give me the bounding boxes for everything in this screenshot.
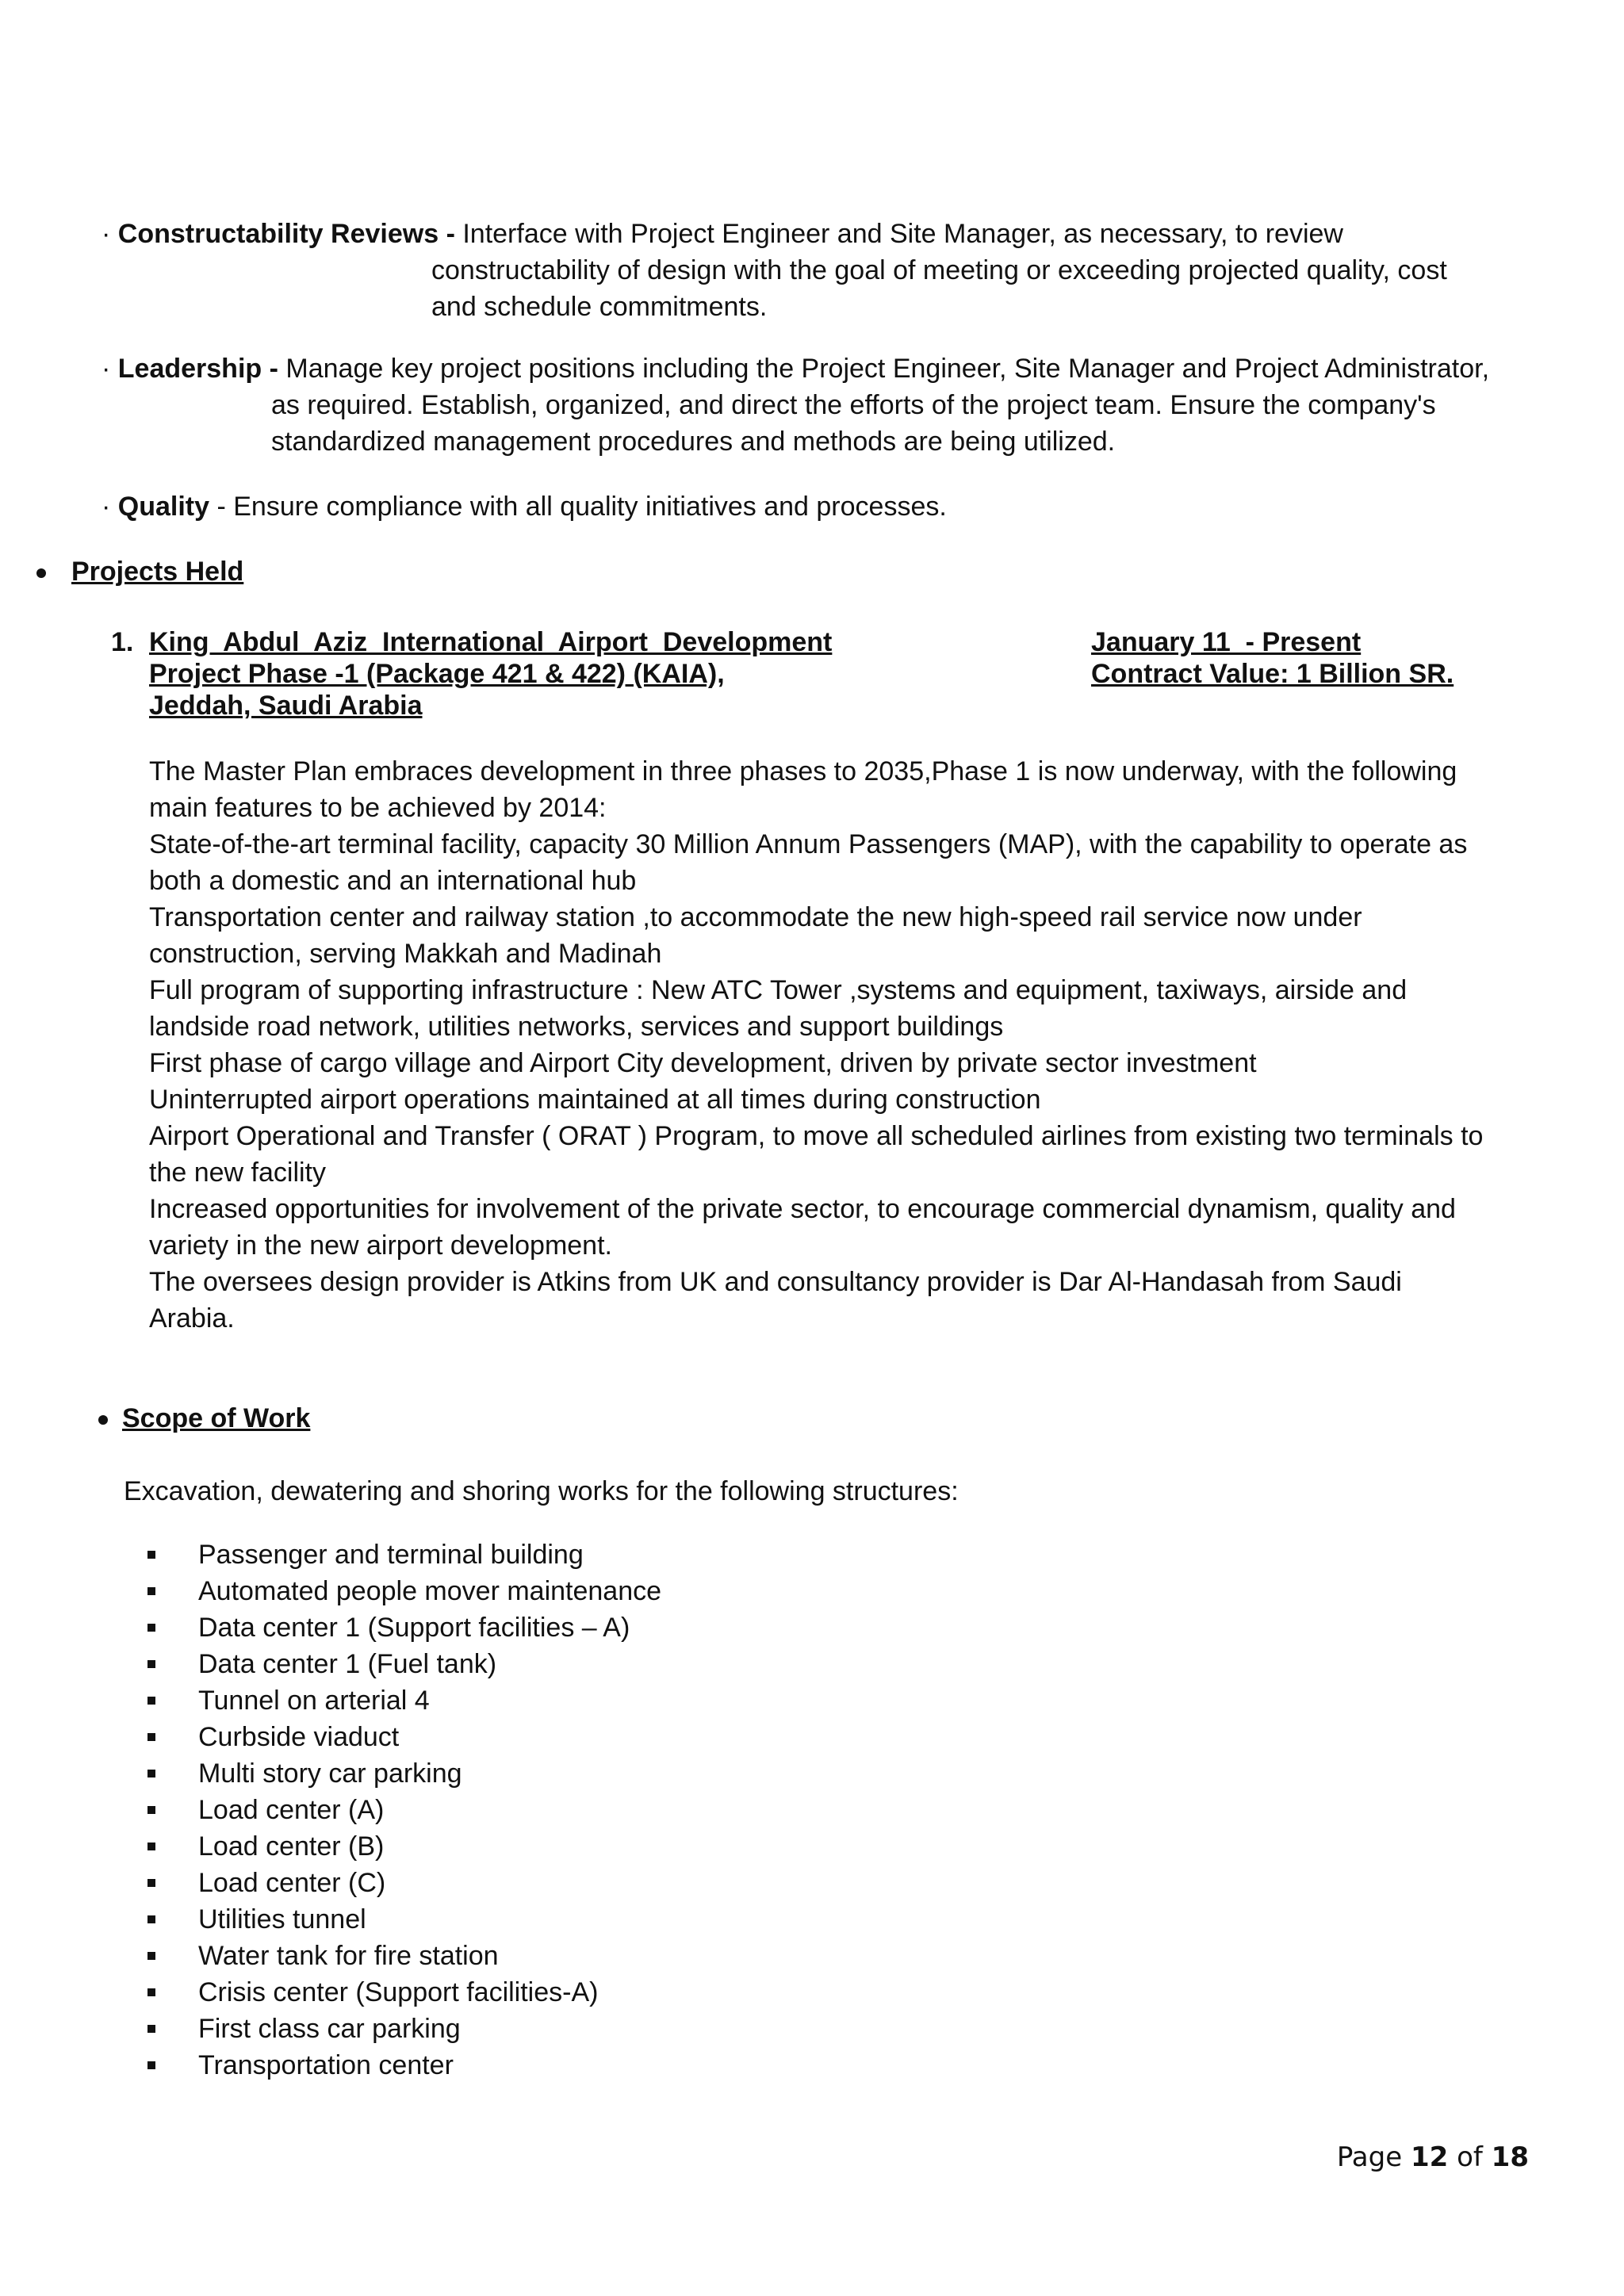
project-contract-value: Contract Value: 1 Billion SR. bbox=[1091, 659, 1454, 689]
list-item-text: Tunnel on arterial 4 bbox=[198, 1686, 430, 1716]
list-item bbox=[147, 1755, 661, 1792]
list-item-text: Utilities tunnel bbox=[198, 1904, 366, 1934]
constructability-reviews-paragraph bbox=[102, 216, 1529, 325]
square-bullet-icon bbox=[147, 1697, 155, 1705]
bullet-prefix: · bbox=[102, 219, 111, 249]
page-word: Page bbox=[1336, 2141, 1403, 2173]
constructability-line-2: constructability of design with the goal of meeting or exceeding projected quality, cost bbox=[431, 255, 1447, 285]
list-item bbox=[147, 1646, 661, 1682]
square-bullet-icon bbox=[147, 1952, 155, 1960]
total-pages-number: 18 bbox=[1491, 2141, 1529, 2173]
leadership-paragraph bbox=[102, 350, 1529, 460]
list-item-text: Multi story car parking bbox=[198, 1758, 462, 1789]
list-item-text: Crisis center (Support facilities-A) bbox=[198, 1977, 599, 2007]
list-item bbox=[147, 1792, 661, 1828]
square-bullet-icon bbox=[147, 1843, 155, 1850]
list-item bbox=[147, 1974, 661, 2011]
square-bullet-icon bbox=[147, 1624, 155, 1632]
square-bullet-icon bbox=[147, 1879, 155, 1887]
projects-held-heading bbox=[36, 553, 243, 590]
of-word: of bbox=[1457, 2141, 1483, 2173]
scope-heading-label: Scope of Work bbox=[122, 1403, 311, 1433]
square-bullet-icon bbox=[147, 2061, 155, 2069]
description-line: Arabia. bbox=[149, 1303, 235, 1334]
list-item-text: Curbside viaduct bbox=[198, 1722, 400, 1752]
list-item-text: Load center (C) bbox=[198, 1868, 386, 1898]
square-bullet-icon bbox=[147, 1806, 155, 1814]
separator: - bbox=[209, 492, 234, 522]
square-bullet-icon bbox=[147, 1988, 155, 1996]
list-item-text: Data center 1 (Fuel tank) bbox=[198, 1649, 497, 1679]
square-bullet-icon bbox=[147, 2025, 155, 2033]
project-meta bbox=[1091, 626, 1454, 690]
current-page-number: 12 bbox=[1410, 2141, 1449, 2173]
list-item-text: Data center 1 (Support facilities – A) bbox=[198, 1613, 630, 1643]
description-line: Uninterrupted airport operations maintained at all times during construction bbox=[149, 1085, 1041, 1115]
description-line: Transportation center and railway station ,to accommodate the new high-speed rail service now under bbox=[149, 902, 1362, 932]
quality-paragraph bbox=[102, 488, 1529, 525]
list-item-text: Load center (B) bbox=[198, 1831, 385, 1862]
list-item bbox=[147, 1828, 661, 1865]
scope-intro: Excavation, dewatering and shoring works for the following structures: bbox=[124, 1476, 959, 1506]
project-description bbox=[149, 753, 1529, 1337]
list-item bbox=[147, 1719, 661, 1755]
page-footer bbox=[1337, 2139, 1529, 2175]
bullet-prefix: · bbox=[102, 354, 111, 384]
list-item-text: Transportation center bbox=[198, 2050, 454, 2080]
bullet-prefix: · bbox=[102, 492, 111, 522]
list-item bbox=[147, 1609, 661, 1646]
list-item-text: Water tank for fire station bbox=[198, 1941, 499, 1971]
description-line: The oversees design provider is Atkins from UK and consultancy provider is Dar Al-Handasah from Saudi bbox=[149, 1267, 1402, 1297]
project-title-line-2: Project Phase -1 (Package 421 & 422) (KAIA), bbox=[149, 659, 725, 689]
description-line: the new facility bbox=[149, 1158, 326, 1188]
list-item bbox=[147, 1573, 661, 1609]
square-bullet-icon bbox=[147, 1551, 155, 1559]
description-line: variety in the new airport development. bbox=[149, 1230, 612, 1261]
quality-text: Ensure compliance with all quality initiatives and processes. bbox=[233, 492, 947, 522]
bullet-dot-icon bbox=[98, 1415, 108, 1425]
constructability-line-1: Interface with Project Engineer and Site Manager, as necessary, to review bbox=[462, 219, 1343, 249]
project-title bbox=[149, 626, 832, 721]
project-title-line-3: Jeddah, Saudi Arabia bbox=[149, 691, 423, 721]
description-line: Full program of supporting infrastructure : New ATC Tower ,systems and equipment, taxiways, airside and bbox=[149, 975, 1408, 1005]
leadership-line-1: Manage key project positions including the Project Engineer, Site Manager and Project Administrator, bbox=[285, 354, 1490, 384]
list-item-text: Load center (A) bbox=[198, 1795, 385, 1825]
list-item bbox=[147, 1901, 661, 1938]
list-item bbox=[147, 2011, 661, 2047]
square-bullet-icon bbox=[147, 1587, 155, 1595]
separator: - bbox=[262, 354, 286, 384]
projects-held-label: Projects Held bbox=[71, 557, 244, 587]
description-line: The Master Plan embraces development in three phases to 2035,Phase 1 is now underway, with the following bbox=[149, 756, 1457, 786]
description-line: First phase of cargo village and Airport City development, driven by private sector investment bbox=[149, 1048, 1257, 1078]
description-line: landside road network, utilities networks, services and support buildings bbox=[149, 1012, 1004, 1042]
list-item-text: Passenger and terminal building bbox=[198, 1540, 584, 1570]
scope-list bbox=[147, 1536, 661, 2084]
leadership-line-2: as required. Establish, organized, and direct the efforts of the project team. Ensure the company's bbox=[271, 390, 1436, 420]
bullet-dot-icon bbox=[36, 568, 46, 578]
square-bullet-icon bbox=[147, 1660, 155, 1668]
square-bullet-icon bbox=[147, 1770, 155, 1777]
square-bullet-icon bbox=[147, 1915, 155, 1923]
leadership-label: Leadership bbox=[117, 354, 262, 384]
square-bullet-icon bbox=[147, 1733, 155, 1741]
list-item-text: Automated people mover maintenance bbox=[198, 1576, 662, 1606]
project-title-line-1: King Abdul Aziz International Airport Development bbox=[149, 627, 833, 657]
scope-of-work-heading bbox=[98, 1400, 310, 1437]
description-line: Airport Operational and Transfer ( ORAT ) Program, to move all scheduled airlines from existing two terminals to bbox=[149, 1121, 1484, 1151]
constructability-line-3: and schedule commitments. bbox=[431, 292, 768, 322]
description-line: State-of-the-art terminal facility, capacity 30 Million Annum Passengers (MAP), with the capability to operate as bbox=[149, 829, 1468, 859]
list-item bbox=[147, 2047, 661, 2084]
quality-label: Quality bbox=[117, 492, 210, 522]
leadership-line-3: standardized management procedures and methods are being utilized. bbox=[271, 427, 1116, 457]
constructability-label: Constructability Reviews bbox=[117, 219, 439, 249]
description-line: both a domestic and an international hub bbox=[149, 866, 637, 896]
list-item bbox=[147, 1865, 661, 1901]
separator: - bbox=[439, 219, 463, 249]
list-item bbox=[147, 1536, 661, 1573]
project-number: 1. bbox=[111, 627, 134, 657]
list-item bbox=[147, 1682, 661, 1719]
list-item bbox=[147, 1938, 661, 1974]
project-period: January 11 - Present bbox=[1091, 627, 1362, 657]
description-line: main features to be achieved by 2014: bbox=[149, 793, 607, 823]
description-line: Increased opportunities for involvement of the private sector, to encourage commercial dynamism, quality and bbox=[149, 1194, 1456, 1224]
description-line: construction, serving Makkah and Madinah bbox=[149, 939, 662, 969]
list-item-text: First class car parking bbox=[198, 2014, 461, 2044]
